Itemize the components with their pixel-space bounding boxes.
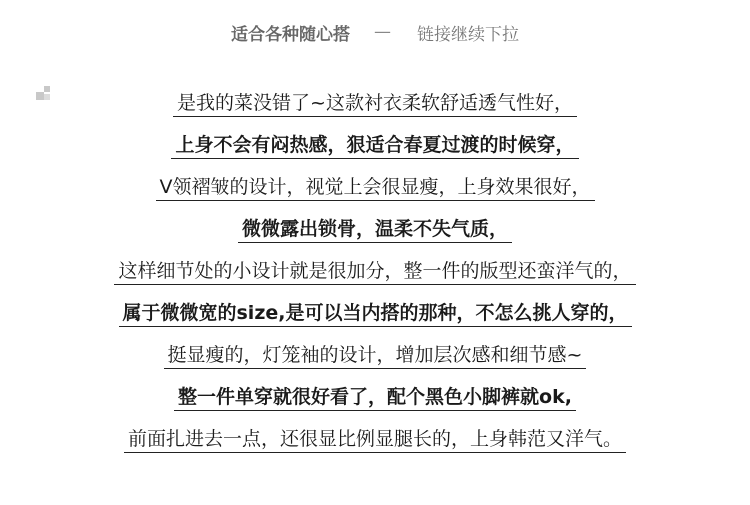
header-dash: —: [374, 22, 391, 42]
description-line: [0, 342, 750, 384]
description-text: 挺显瘦的，灯笼袖的设计，增加层次感和细节感~: [164, 342, 587, 369]
description-line: [0, 258, 750, 300]
description-text: V领褶皱的设计，视觉上会很显瘦，上身效果很好，: [156, 174, 595, 201]
description-line: [0, 174, 750, 216]
description-text: 是我的菜没错了~这款衬衣柔软舒适透气性好，: [173, 90, 577, 117]
section-subtitle: 链接继续下拉: [417, 24, 519, 45]
description-text: 上身不会有闷热感，狠适合春夏过渡的时候穿，: [171, 132, 578, 159]
description-text-block: [0, 90, 750, 468]
description-text: 整一件单穿就很好看了，配个黑色小脚裤就ok,: [174, 384, 576, 411]
description-text: 前面扎进去一点，还很显比例显腿长的，上身韩范又洋气。: [124, 426, 626, 453]
description-text: 属于微微宽的size,是可以当内搭的那种，不怎么挑人穿的，: [119, 300, 632, 327]
description-line: [0, 384, 750, 426]
description-line: [0, 300, 750, 342]
section-header: [0, 18, 750, 46]
section-title: 适合各种随心搭: [231, 24, 350, 45]
description-text: 微微露出锁骨，温柔不失气质，: [238, 216, 512, 243]
description-text: 这样细节处的小设计就是很加分，整一件的版型还蛮洋气的，: [114, 258, 635, 285]
description-line: [0, 216, 750, 258]
description-line: [0, 426, 750, 468]
description-line: [0, 90, 750, 132]
description-line: [0, 132, 750, 174]
